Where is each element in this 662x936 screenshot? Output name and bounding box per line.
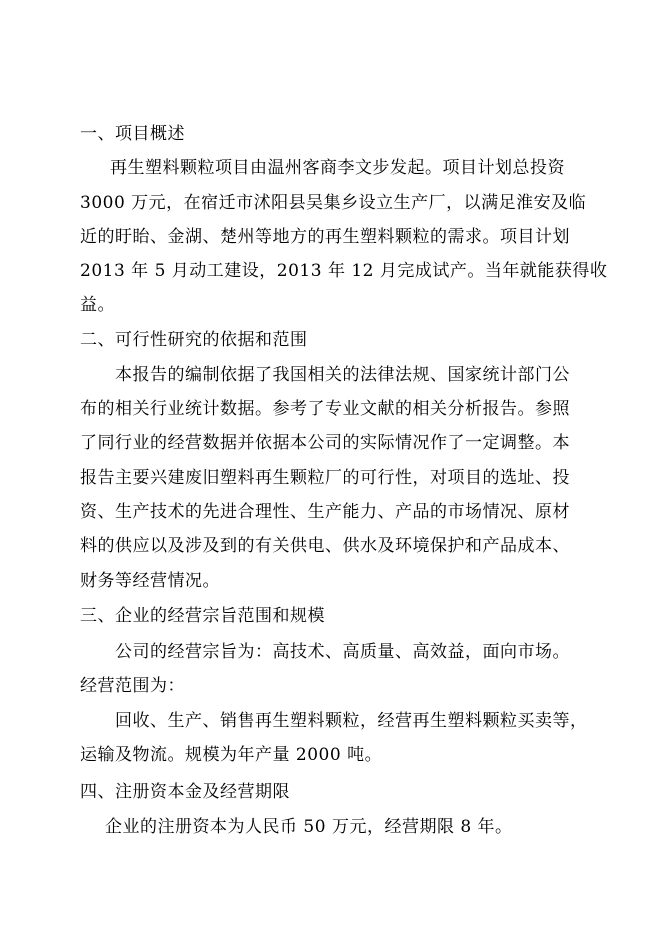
paragraph-line: 料的供应以及涉及到的有关供电、供水及环境保护和产品成本、 [80,536,570,556]
paragraph-line: 报告主要兴建废旧塑料再生颗粒厂的可行性，对项目的选址、投 [80,468,570,488]
paragraph-line: 益。 [80,295,115,315]
paragraph-line: 2013 年 5 月动工建设，2013 年 12 月完成试产。当年就能获得收 [80,261,608,281]
paragraph-line: 近的盱眙、金湖、楚州等地方的再生塑料颗粒的需求。项目计划 [80,227,570,247]
paragraph-line: 回收、生产、销售再生塑料颗粒，经营再生塑料颗粒买卖等， [115,711,588,731]
paragraph-line: 再生塑料颗粒项目由温州客商李文步发起。项目计划总投资 [110,158,565,178]
paragraph-line: 财务等经营情况。 [80,571,220,591]
paragraph-line: 了同行业的经营数据并依据本公司的实际情况作了一定调整。本 [80,433,570,453]
section-heading-3: 三、企业的经营宗旨范围和规模 [80,606,325,626]
section-heading-1: 一、项目概述 [80,124,185,144]
paragraph-line: 资、生产技术的先进合理性、生产能力、产品的市场情况、原材 [80,502,570,522]
paragraph-line: 本报告的编制依据了我国相关的法律法规、国家统计部门公 [115,365,570,385]
paragraph-line: 布的相关行业统计数据。参考了专业文献的相关分析报告。参照 [80,399,570,419]
paragraph-line: 运输及物流。规模为年产量 2000 吨。 [80,745,383,765]
paragraph-line: 经营范围为： [80,676,185,696]
paragraph-line: 3000 万元，在宿迁市沭阳县吴集乡设立生产厂，以满足淮安及临 [80,193,587,213]
section-heading-2: 二、可行性研究的依据和范围 [80,330,308,350]
paragraph-line: 企业的注册资本为人民币 50 万元，经营期限 8 年。 [105,817,513,837]
paragraph-line: 公司的经营宗旨为：高技术、高质量、高效益，面向市场。 [115,642,570,662]
section-heading-4: 四、注册资本金及经营期限 [80,782,290,802]
